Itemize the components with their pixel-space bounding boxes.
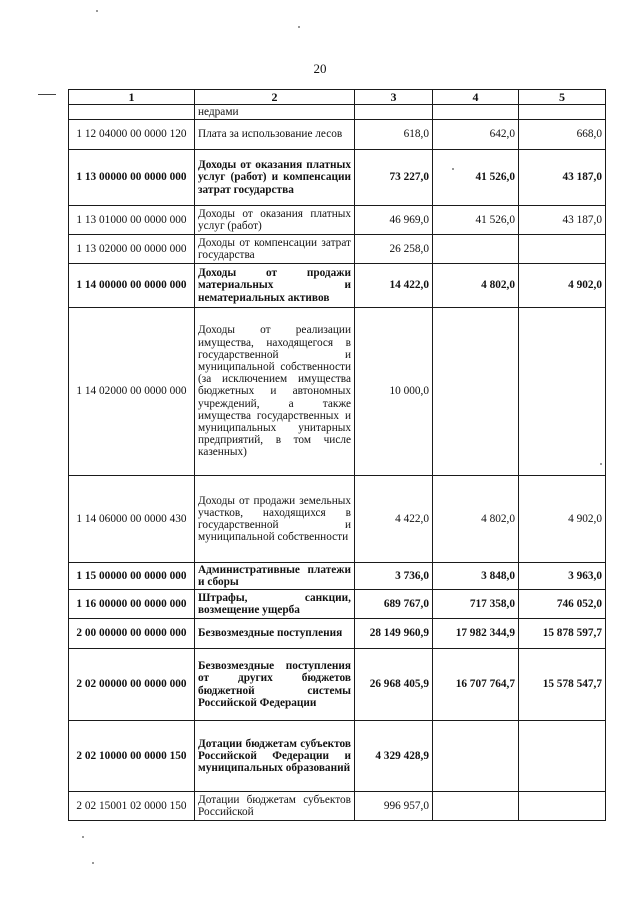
row-value-3: 3 736,0 [355,563,433,590]
row-value-4: 41 526,0 [433,206,519,235]
row-value-4: 17 982 344,9 [433,619,519,649]
scan-speck [92,862,94,864]
row-name: Административные платежи и сборы [195,563,355,590]
row-code: 1 15 00000 00 0000 000 [69,563,195,590]
row-code: 1 14 00000 00 0000 000 [69,264,195,308]
row-code: 1 14 06000 00 0000 430 [69,476,195,563]
row-value-4 [433,792,519,821]
row-value-5 [519,308,606,476]
table-row [69,120,606,150]
row-value-4 [433,721,519,792]
row-name: Штрафы, санкции, возмещение ущерба [195,590,355,619]
row-value-3: 4 422,0 [355,476,433,563]
table-row [69,590,606,619]
page-number: 20 [313,61,327,76]
table-row [69,264,606,308]
table-row [69,308,606,476]
row-code: 2 02 10000 00 0000 150 [69,721,195,792]
row-value-5: 43 187,0 [519,206,606,235]
row-code: 2 02 15001 02 0000 150 [69,792,195,821]
row-value-4: 3 848,0 [433,563,519,590]
row-code: 1 13 02000 00 0000 000 [69,235,195,264]
table-row [69,150,606,206]
row-code: 1 13 01000 00 0000 000 [69,206,195,235]
row-value-5: 4 902,0 [519,476,606,563]
table-row [69,105,606,120]
table-row [69,563,606,590]
row-value-5: 746 052,0 [519,590,606,619]
row-name: Доходы от продажи материальных и нематериальных активов [195,264,355,308]
row-name: Дотации бюджетам субъектов Российской [195,792,355,821]
scan-speck [298,26,300,28]
table-row [69,721,606,792]
row-name: Безвозмездные поступления от других бюджетов бюджетной системы Российской Федерации [195,649,355,721]
row-value-3 [355,105,433,120]
row-value-5: 15 878 597,7 [519,619,606,649]
row-value-3: 46 969,0 [355,206,433,235]
row-value-4 [433,105,519,120]
row-value-5: 668,0 [519,120,606,150]
row-value-5: 4 902,0 [519,264,606,308]
row-name: Доходы от оказания платных услуг (работ) [195,206,355,235]
row-name: Плата за использование лесов [195,120,355,150]
row-value-3: 689 767,0 [355,590,433,619]
table-row [69,206,606,235]
row-code: 2 02 00000 00 0000 000 [69,649,195,721]
row-value-3: 28 149 960,9 [355,619,433,649]
scan-speck [96,10,98,12]
row-value-4: 642,0 [433,120,519,150]
row-value-5 [519,792,606,821]
margin-mark [38,94,56,95]
table-row [69,235,606,264]
row-value-4: 4 802,0 [433,476,519,563]
row-value-3: 73 227,0 [355,150,433,206]
table-row [69,619,606,649]
row-value-4 [433,235,519,264]
row-value-5 [519,721,606,792]
row-value-3: 996 957,0 [355,792,433,821]
row-value-5: 43 187,0 [519,150,606,206]
row-value-4: 717 358,0 [433,590,519,619]
row-name: Доходы от оказания платных услуг (работ) и компенсации затрат государства [195,150,355,206]
header-col-4: 4 [433,90,519,105]
header-col-1: 1 [69,90,195,105]
row-name: Доходы от реализации имущества, находящегося в государственной и муниципальной собственности (за исключением имущества бюджетных и автономных учреждений, а также имущества государственных и муниципальных унитарных предприятий, в том числе казенных) [195,308,355,476]
scan-speck [82,836,84,838]
row-value-4: 4 802,0 [433,264,519,308]
row-code: 1 14 02000 00 0000 000 [69,308,195,476]
revenue-table [68,89,606,821]
table-row [69,476,606,563]
row-value-3: 4 329 428,9 [355,721,433,792]
row-name: Дотации бюджетам субъектов Российской Федерации и муниципальных образований [195,721,355,792]
row-value-3: 14 422,0 [355,264,433,308]
header-col-2: 2 [195,90,355,105]
row-value-3: 26 968 405,9 [355,649,433,721]
row-name: Доходы от продажи земельных участков, находящихся в государственной и муниципальной собственности [195,476,355,563]
row-value-5: 15 578 547,7 [519,649,606,721]
row-name: Безвозмездные поступления [195,619,355,649]
row-code: 1 16 00000 00 0000 000 [69,590,195,619]
row-value-4: 16 707 764,7 [433,649,519,721]
row-value-4: 41 526,0 [433,150,519,206]
row-value-3: 618,0 [355,120,433,150]
row-code: 1 12 04000 00 0000 120 [69,120,195,150]
header-col-5: 5 [519,90,606,105]
row-value-5: 3 963,0 [519,563,606,590]
table-row [69,792,606,821]
table-row [69,649,606,721]
row-code [69,105,195,120]
row-code: 2 00 00000 00 0000 000 [69,619,195,649]
row-value-3: 26 258,0 [355,235,433,264]
row-value-5 [519,105,606,120]
row-name: Доходы от компенсации затрат государства [195,235,355,264]
row-value-5 [519,235,606,264]
row-code: 1 13 00000 00 0000 000 [69,150,195,206]
row-value-3: 10 000,0 [355,308,433,476]
header-row [69,90,606,105]
row-name: недрами [195,105,355,120]
row-value-4 [433,308,519,476]
header-col-3: 3 [355,90,433,105]
